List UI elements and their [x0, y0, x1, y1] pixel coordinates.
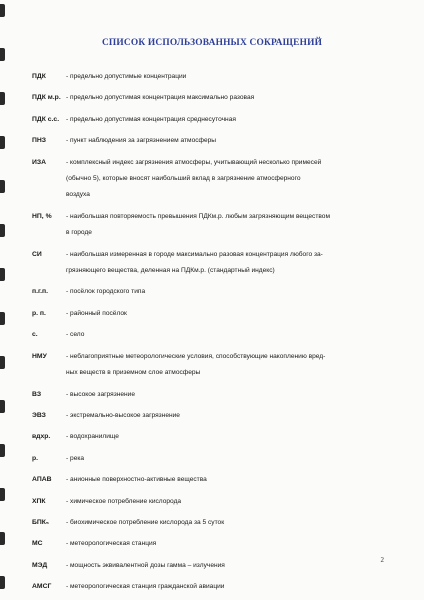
abbreviation-term: ПДК м.р. — [32, 94, 61, 102]
abbreviation-entry — [32, 327, 392, 343]
abbreviation-term: СИ — [32, 250, 42, 258]
abbreviation-definition — [66, 133, 392, 149]
abbreviation-entry — [32, 387, 392, 403]
abbreviation-term: п.г.п. — [32, 288, 49, 296]
abbreviation-term: ПНЗ — [32, 137, 47, 145]
definition-line: - село — [66, 331, 85, 339]
definition-line: ных веществ в приземном слое атмосферы — [66, 369, 201, 377]
binding-hole — [0, 4, 5, 17]
abbreviation-term: ПДК — [32, 73, 46, 80]
definition-line: - пункт наблюдения за загрязнением атмосферы — [66, 137, 217, 145]
binding-hole — [0, 268, 5, 281]
definition-line: грязняющего вещества, деленная на ПДКм.р. (стандартный индекс) — [66, 267, 275, 275]
abbreviation-entry — [32, 69, 392, 85]
definition-line: - комплексный индекс загрязнения атмосферы, учитывающий несколько примесей — [66, 158, 322, 166]
abbreviation-entry — [32, 284, 392, 300]
binding-hole — [0, 532, 5, 545]
abbreviation-entry — [32, 133, 392, 149]
abbreviation-entry — [32, 494, 392, 510]
definition-line: в городе — [66, 229, 92, 237]
definition-line: - наибольшая повторяемость превышения ПДКм.р. любым загрязняющим веществом — [66, 212, 331, 220]
abbreviation-entry — [32, 558, 392, 574]
definition-line: - химическое потребление кислорода — [66, 497, 182, 505]
abbreviation-definition — [66, 327, 392, 343]
page-title: СПИСОК ИСПОЛЬЗОВАННЫХ СОКРАЩЕНИЙ — [101, 38, 323, 48]
binding-hole — [0, 400, 5, 413]
abbreviation-entry — [32, 536, 392, 552]
binding-hole — [0, 488, 5, 501]
abbreviation-term: ИЗА — [32, 158, 47, 166]
abbreviation-term: с. — [32, 331, 38, 339]
abbreviation-entry — [32, 90, 392, 106]
abbreviation-definition — [66, 90, 392, 106]
definition-line: - высокое загрязнение — [66, 390, 136, 398]
abbreviation-definition — [66, 387, 392, 403]
binding-hole — [0, 224, 5, 237]
abbreviation-term: МС — [32, 540, 43, 548]
definition-line: - водохранилище — [66, 433, 119, 441]
abbreviation-term: ЭВЗ — [32, 411, 46, 419]
abbreviation-definition — [66, 306, 392, 322]
definition-line: - предельно допустимая концентрация среднесуточная — [66, 115, 236, 123]
page-number: 2 — [380, 556, 384, 564]
definition-line: - наибольшая измеренная в городе максимально разовая концентрация любого за- — [66, 250, 323, 258]
abbreviation-term: НП, % — [32, 212, 52, 220]
binding-hole — [0, 444, 5, 457]
abbreviation-definition — [66, 494, 392, 510]
abbreviation-term: АПАВ — [32, 476, 52, 484]
abbreviation-term: р. — [32, 454, 39, 462]
definition-line: - районный посёлок — [66, 309, 127, 317]
definition-line: - предельно допустимые концентрации — [66, 73, 187, 80]
abbreviation-definition — [66, 558, 392, 574]
abbreviation-definition — [66, 536, 392, 552]
abbreviation-entry — [32, 247, 392, 280]
binding-hole — [0, 312, 5, 325]
abbreviation-term: НМУ — [32, 352, 47, 360]
abbreviation-entry — [32, 349, 392, 382]
abbreviation-definition — [66, 408, 392, 424]
abbreviation-entry — [32, 112, 392, 128]
abbreviation-definition — [66, 112, 392, 128]
abbreviation-entry — [32, 472, 392, 488]
abbreviation-entry — [32, 429, 392, 445]
binding-hole — [0, 356, 5, 369]
abbreviation-entry — [32, 209, 392, 242]
abbreviation-term: ПДК с.с. — [32, 115, 60, 123]
abbreviation-definition — [66, 515, 392, 531]
abbreviation-term: р. п. — [32, 309, 46, 317]
definition-line: - экстремально-высокое загрязнение — [66, 411, 180, 419]
binding-hole — [0, 92, 5, 105]
abbreviation-definition — [66, 349, 392, 382]
abbreviation-entry — [32, 515, 392, 531]
binding-holes — [0, 0, 10, 600]
binding-hole — [0, 136, 5, 149]
abbreviation-entry — [32, 155, 392, 204]
abbreviation-entry — [32, 408, 392, 424]
definition-line: - посёлок городского типа — [66, 288, 146, 296]
abbreviation-term: АМСГ — [32, 583, 52, 591]
definition-line: (обычно 5), которые вносят наибольший вклад в загрязнение атмосферного — [66, 175, 301, 183]
abbreviation-definition — [66, 69, 392, 85]
abbreviation-definition — [66, 209, 392, 242]
definition-line: - анионные поверхностно-активные вещества — [66, 476, 207, 484]
binding-hole — [0, 180, 5, 193]
definition-line: - биохимическое потребление кислорода за 5 суток — [66, 518, 225, 526]
definition-line: - неблагоприятные метеорологические условия, способствующие накоплению вред- — [66, 352, 326, 360]
abbreviation-definition — [66, 579, 392, 595]
abbreviation-term: вдхр. — [32, 433, 51, 441]
definition-line: - предельно допустимая концентрация максимально разовая — [66, 94, 255, 102]
definition-line: - метеорологическая станция — [66, 540, 157, 548]
abbreviation-definition — [66, 284, 392, 300]
abbreviation-term: БПК₅ — [32, 518, 50, 526]
abbreviation-entry — [32, 451, 392, 467]
abbreviation-term: ВЗ — [32, 390, 42, 398]
definition-line: - метеорологическая станция гражданской авиации — [66, 583, 225, 591]
abbreviation-definition — [66, 472, 392, 488]
abbreviation-entry — [32, 306, 392, 322]
abbreviation-definition — [66, 247, 392, 280]
abbreviation-list — [32, 69, 392, 600]
abbreviation-definition — [66, 429, 392, 445]
binding-hole — [0, 48, 5, 61]
definition-line: - мощность эквивалентной дозы гамма – излучения — [66, 561, 225, 569]
abbreviation-term: ХПК — [32, 497, 46, 505]
entry-gap — [32, 596, 392, 600]
abbreviation-definition — [66, 451, 392, 467]
definition-line: воздуха — [66, 191, 90, 199]
abbreviation-definition — [66, 155, 392, 204]
binding-hole — [0, 576, 5, 589]
abbreviation-term: МЭД — [32, 561, 48, 569]
definition-line: - река — [66, 454, 85, 462]
abbreviation-entry — [32, 579, 392, 595]
